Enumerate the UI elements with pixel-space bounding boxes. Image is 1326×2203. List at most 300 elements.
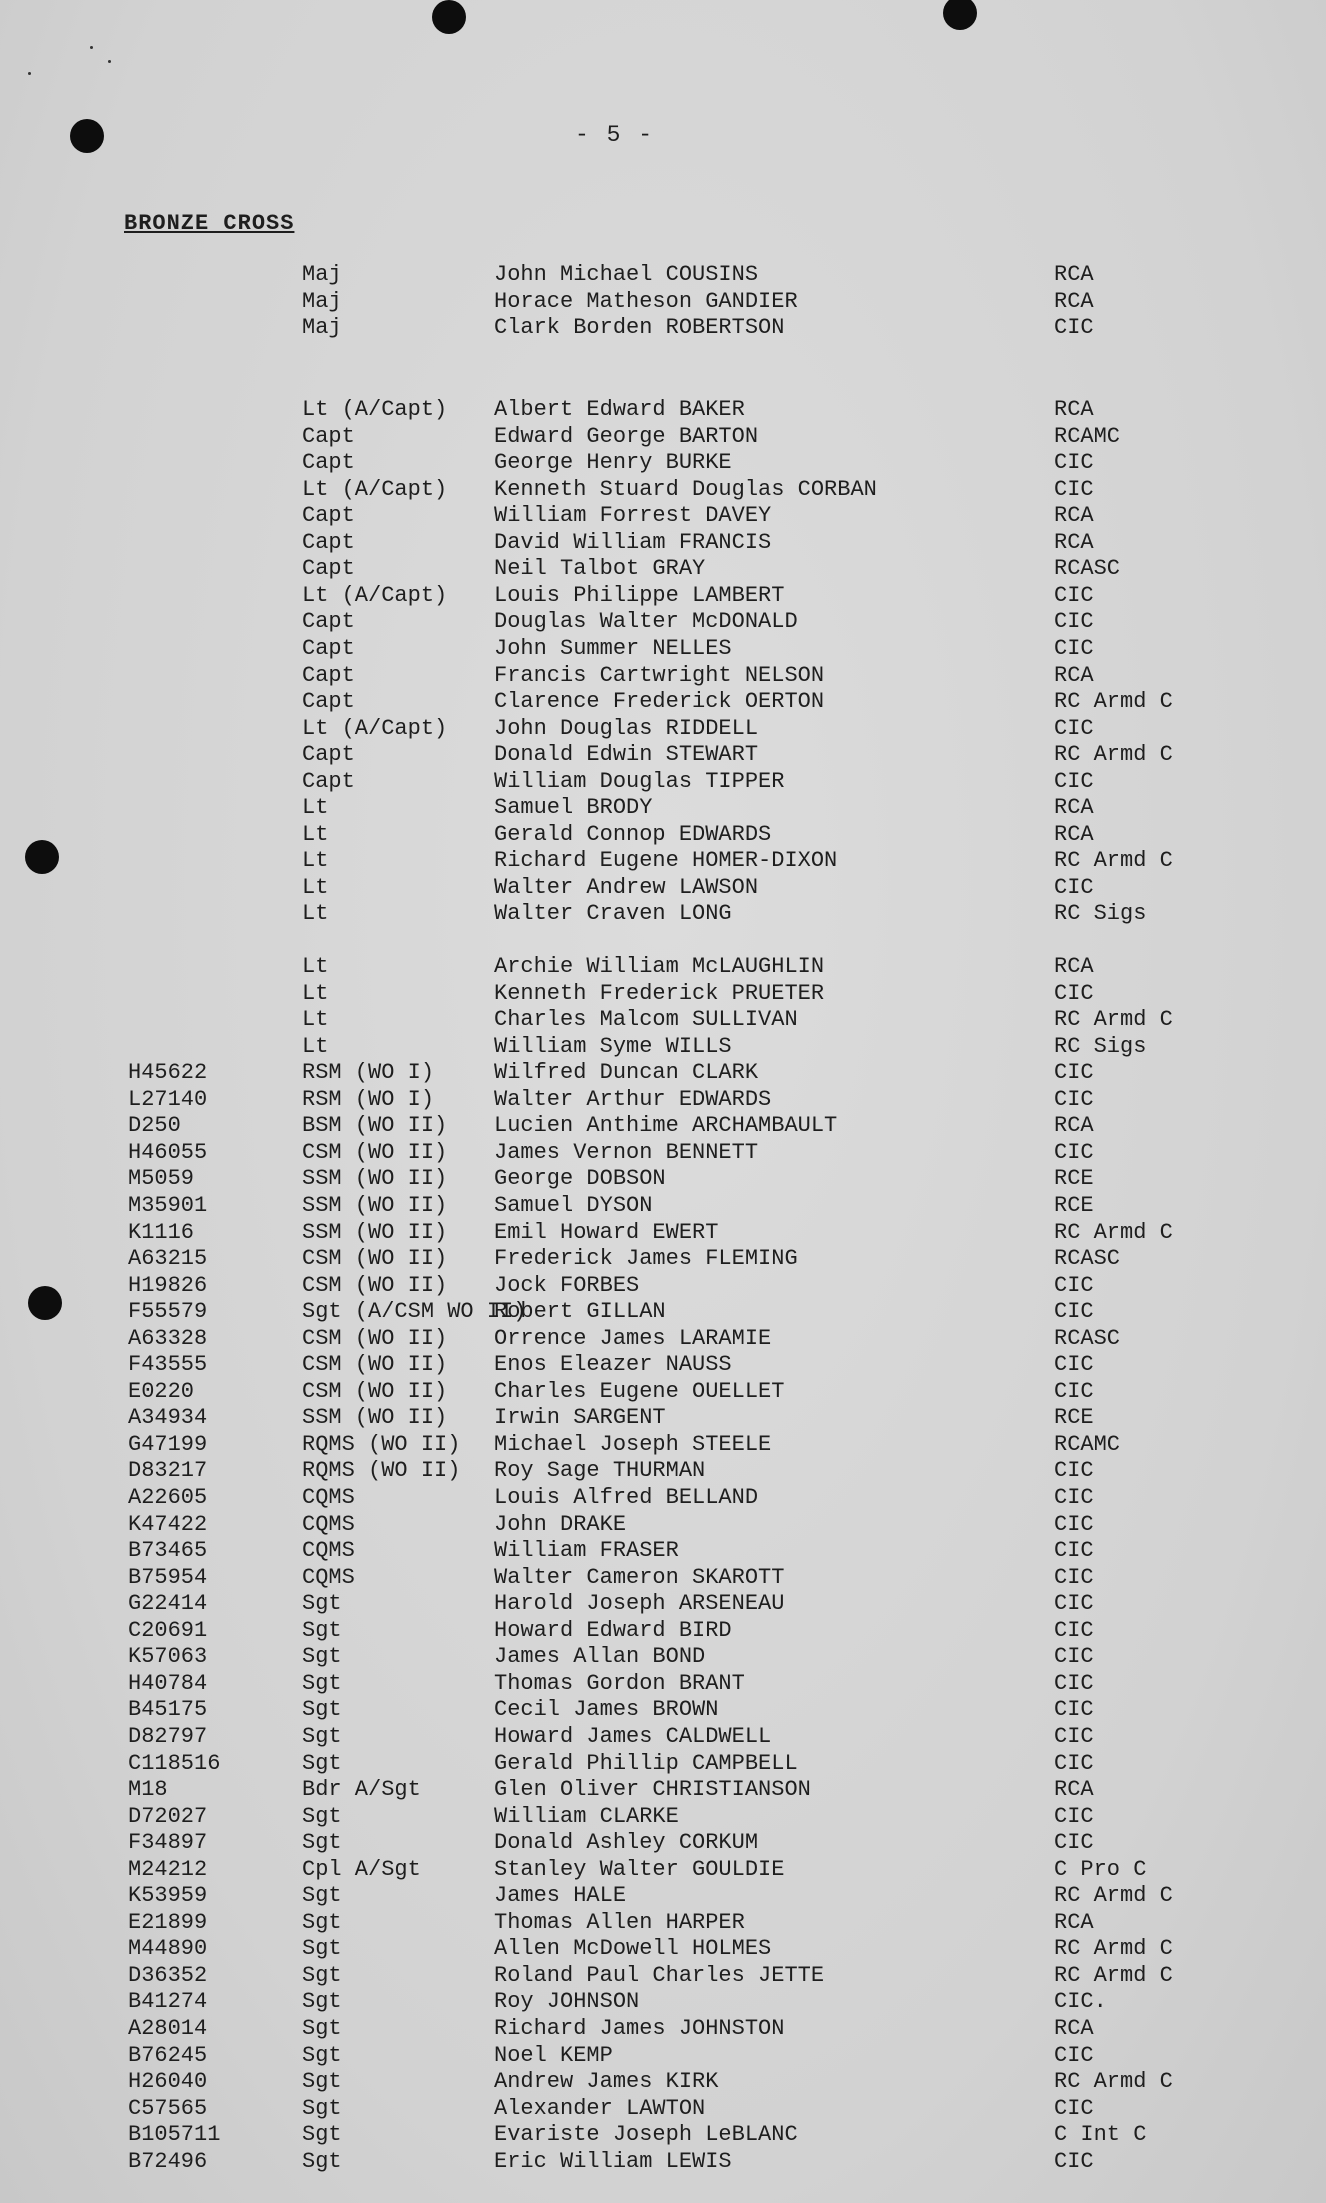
service-number: H45622 xyxy=(128,1060,208,1086)
recipient-name: Clarence Frederick OERTON xyxy=(494,689,825,715)
recipient-name: Samuel DYSON xyxy=(494,1192,653,1218)
service-number: D82797 xyxy=(128,1723,208,1749)
rank: Sgt xyxy=(302,2122,342,2148)
recipient-name: Walter Craven LONG xyxy=(494,901,732,927)
award-entry-row xyxy=(0,1193,1326,1219)
recipient-name: James Vernon BENNETT xyxy=(494,1139,759,1165)
unit: CIC xyxy=(1054,1458,1094,1484)
recipient-name: John Michael COUSINS xyxy=(494,262,759,287)
service-number: A22605 xyxy=(128,1485,208,1510)
award-entry-row xyxy=(0,1352,1326,1378)
recipient-name: Michael Joseph STEELE xyxy=(494,1431,772,1457)
rank: CSM (WO II) xyxy=(302,1378,448,1404)
award-entry-row xyxy=(0,583,1326,609)
recipient-name: Donald Ashley CORKUM xyxy=(494,1830,759,1856)
unit: CIC xyxy=(1054,1538,1094,1564)
service-number: M18 xyxy=(128,1777,168,1803)
rank: Sgt xyxy=(302,1617,342,1643)
service-number: D83217 xyxy=(128,1458,208,1484)
recipient-name: James HALE xyxy=(494,1883,627,1909)
rank: Capt xyxy=(302,503,355,529)
unit: CIC xyxy=(1054,450,1094,476)
unit: RC Armd C xyxy=(1054,1883,1173,1909)
rank: RSM (WO I) xyxy=(302,1060,435,1086)
rank: Sgt xyxy=(302,1750,342,1776)
rank: Maj xyxy=(302,262,342,287)
award-entry-row xyxy=(0,1724,1326,1750)
award-entry-row xyxy=(0,1671,1326,1697)
unit: CIC xyxy=(1054,1352,1094,1378)
rank: Sgt xyxy=(302,1962,342,1988)
unit: RC Armd C xyxy=(1054,689,1173,715)
rank: Lt (A/Capt) xyxy=(302,582,448,608)
award-entry-row xyxy=(0,1804,1326,1830)
service-number: H40784 xyxy=(128,1670,208,1696)
award-entry-row xyxy=(0,1618,1326,1644)
page-number: - 5 - xyxy=(575,122,655,148)
unit: CIC xyxy=(1054,2095,1094,2121)
rank: Capt xyxy=(302,742,355,768)
award-entry-row xyxy=(0,1432,1326,1458)
recipient-name: Stanley Walter GOULDIE xyxy=(494,1856,785,1882)
service-number: M24212 xyxy=(128,1856,208,1882)
rank: RQMS (WO II) xyxy=(302,1431,461,1457)
unit: CIC xyxy=(1054,1139,1094,1165)
recipient-name: Louis Alfred BELLAND xyxy=(494,1485,759,1510)
paper-speck xyxy=(28,72,31,75)
recipient-name: Richard James JOHNSTON xyxy=(494,2016,785,2041)
rank: Sgt xyxy=(302,1883,342,1909)
rank: Lt xyxy=(302,874,329,900)
recipient-name: Kenneth Frederick PRUETER xyxy=(494,980,825,1006)
rank: Maj xyxy=(302,315,342,341)
rank: Capt xyxy=(302,768,355,794)
rank: Capt xyxy=(302,635,355,661)
award-entry-row xyxy=(0,2149,1326,2175)
unit: CIC xyxy=(1054,1272,1094,1298)
rank: Sgt xyxy=(302,2042,342,2068)
unit: CIC. xyxy=(1054,1989,1107,2015)
recipient-name: Evariste Joseph LeBLANC xyxy=(494,2122,798,2148)
recipient-name: William Douglas TIPPER xyxy=(494,768,785,794)
award-entry-row xyxy=(0,1883,1326,1909)
unit: CIC xyxy=(1054,1723,1094,1749)
service-number: G22414 xyxy=(128,1591,208,1617)
service-number: F43555 xyxy=(128,1352,208,1378)
award-entry-row xyxy=(0,769,1326,795)
award-entry-row xyxy=(0,1591,1326,1617)
rank: BSM (WO II) xyxy=(302,1113,448,1139)
service-number: C118516 xyxy=(128,1750,221,1776)
unit: CIC xyxy=(1054,609,1094,635)
unit: CIC xyxy=(1054,1617,1094,1643)
award-entry-row xyxy=(0,1512,1326,1538)
rank: Lt xyxy=(302,821,329,847)
rank: CSM (WO II) xyxy=(302,1352,448,1378)
unit: RCASC xyxy=(1054,556,1121,582)
service-number: A28014 xyxy=(128,2016,208,2041)
recipient-name: Allen McDowell HOLMES xyxy=(494,1936,772,1962)
recipient-name: Kenneth Stuard Douglas CORBAN xyxy=(494,476,877,502)
service-number: K1116 xyxy=(128,1219,195,1245)
service-number: G47199 xyxy=(128,1431,208,1457)
recipient-name: Eric William LEWIS xyxy=(494,2148,732,2174)
recipient-name: George DOBSON xyxy=(494,1166,666,1192)
award-entry-row xyxy=(0,2016,1326,2042)
recipient-name: Roy Sage THURMAN xyxy=(494,1458,706,1484)
rank: CQMS xyxy=(302,1538,355,1564)
unit: RCA xyxy=(1054,662,1094,688)
unit: CIC xyxy=(1054,1803,1094,1829)
unit: CIC xyxy=(1054,1830,1094,1856)
unit: RCA xyxy=(1054,821,1094,847)
rank: Sgt xyxy=(302,2148,342,2174)
unit: RCA xyxy=(1054,1777,1094,1803)
recipient-name: Emil Howard EWERT xyxy=(494,1219,719,1245)
award-entry-row xyxy=(0,1458,1326,1484)
award-entry-row xyxy=(0,1166,1326,1192)
unit: CIC xyxy=(1054,1086,1094,1112)
rank: Sgt xyxy=(302,1936,342,1962)
award-entry-row xyxy=(0,609,1326,635)
recipient-name: William FRASER xyxy=(494,1538,679,1564)
award-entry-row xyxy=(0,477,1326,503)
section-heading: BRONZE CROSS xyxy=(124,211,295,236)
rank: Sgt xyxy=(302,2095,342,2121)
service-number: A34934 xyxy=(128,1405,208,1431)
rank: Maj xyxy=(302,288,342,314)
rank: Sgt xyxy=(302,1989,342,2015)
recipient-name: Louis Philippe LAMBERT xyxy=(494,582,785,608)
paper-speck xyxy=(108,60,111,63)
unit: CIC xyxy=(1054,1485,1094,1510)
unit: CIC xyxy=(1054,1378,1094,1404)
rank: Sgt xyxy=(302,2016,342,2041)
unit: RCA xyxy=(1054,1113,1094,1139)
recipient-name: Thomas Allen HARPER xyxy=(494,1909,745,1935)
award-entry-row xyxy=(0,1007,1326,1033)
unit: C Pro C xyxy=(1054,1856,1147,1882)
unit: RCASC xyxy=(1054,1246,1121,1272)
rank: Sgt xyxy=(302,1697,342,1723)
service-number: D36352 xyxy=(128,1962,208,1988)
recipient-name: James Allan BOND xyxy=(494,1644,706,1670)
recipient-name: George Henry BURKE xyxy=(494,450,732,476)
unit: CIC xyxy=(1054,1644,1094,1670)
award-entry-row xyxy=(0,1936,1326,1962)
recipient-name: Thomas Gordon BRANT xyxy=(494,1670,745,1696)
unit: RCA xyxy=(1054,1909,1094,1935)
rank: Sgt (A/CSM WO II) xyxy=(302,1299,527,1325)
service-number: B105711 xyxy=(128,2122,221,2148)
recipient-name: Edward George BARTON xyxy=(494,423,759,449)
recipient-name: Alexander LAWTON xyxy=(494,2095,706,2121)
service-number: L27140 xyxy=(128,1086,208,1112)
rank: Lt xyxy=(302,848,329,874)
rank: Capt xyxy=(302,529,355,555)
award-entry-row xyxy=(0,2096,1326,2122)
rank: Sgt xyxy=(302,1909,342,1935)
recipient-name: Donald Edwin STEWART xyxy=(494,742,759,768)
award-entry-row xyxy=(0,2043,1326,2069)
service-number: D72027 xyxy=(128,1803,208,1829)
rank: Capt xyxy=(302,556,355,582)
recipient-name: Glen Oliver CHRISTIANSON xyxy=(494,1777,811,1803)
rank: Sgt xyxy=(302,1803,342,1829)
unit: RCAMC xyxy=(1054,1431,1121,1457)
rank: Lt xyxy=(302,980,329,1006)
recipient-name: Charles Eugene OUELLET xyxy=(494,1378,785,1404)
unit: RCA xyxy=(1054,529,1094,555)
unit: RC Sigs xyxy=(1054,901,1147,927)
award-entry-row xyxy=(0,1113,1326,1139)
recipient-name: Noel KEMP xyxy=(494,2042,613,2068)
award-entry-row xyxy=(0,1644,1326,1670)
paper-speck xyxy=(90,46,93,49)
recipient-name: Orrence James LARAMIE xyxy=(494,1325,772,1351)
recipient-name: Gerald Connop EDWARDS xyxy=(494,821,772,847)
service-number: H26040 xyxy=(128,2069,208,2095)
award-entry-row xyxy=(0,1751,1326,1777)
rank: Sgt xyxy=(302,1723,342,1749)
award-entry-row xyxy=(0,981,1326,1007)
service-number: B41274 xyxy=(128,1989,208,2015)
unit: CIC xyxy=(1054,1564,1094,1590)
rank: Sgt xyxy=(302,1644,342,1670)
recipient-name: David William FRANCIS xyxy=(494,529,772,555)
award-entry-row xyxy=(0,397,1326,423)
award-entry-row xyxy=(0,1485,1326,1511)
rank: CSM (WO II) xyxy=(302,1272,448,1298)
unit: CIC xyxy=(1054,1670,1094,1696)
rank: CQMS xyxy=(302,1511,355,1537)
punch-hole xyxy=(70,119,104,153)
rank: Lt (A/Capt) xyxy=(302,397,448,422)
unit: CIC xyxy=(1054,315,1094,341)
rank: Capt xyxy=(302,450,355,476)
recipient-name: Neil Talbot GRAY xyxy=(494,556,706,582)
unit: CIC xyxy=(1054,1511,1094,1537)
recipient-name: Enos Eleazer NAUSS xyxy=(494,1352,732,1378)
award-entry-row xyxy=(0,1220,1326,1246)
award-entry-row xyxy=(0,742,1326,768)
recipient-name: Andrew James KIRK xyxy=(494,2069,719,2095)
rank: CQMS xyxy=(302,1485,355,1510)
award-entry-row xyxy=(0,1910,1326,1936)
award-entry-row xyxy=(0,1246,1326,1272)
rank: Lt xyxy=(302,1007,329,1033)
recipient-name: Richard Eugene HOMER-DIXON xyxy=(494,848,838,874)
recipient-name: Archie William McLAUGHLIN xyxy=(494,954,825,979)
service-number: M44890 xyxy=(128,1936,208,1962)
recipient-name: John Douglas RIDDELL xyxy=(494,715,759,741)
award-entry-row xyxy=(0,716,1326,742)
award-entry-row xyxy=(0,556,1326,582)
award-entry-row xyxy=(0,424,1326,450)
recipient-name: William Forrest DAVEY xyxy=(494,503,772,529)
award-entry-row xyxy=(0,636,1326,662)
recipient-name: Harold Joseph ARSENEAU xyxy=(494,1591,785,1617)
award-entry-row xyxy=(0,1060,1326,1086)
rank: Capt xyxy=(302,423,355,449)
service-number: E0220 xyxy=(128,1378,195,1404)
service-number: F34897 xyxy=(128,1830,208,1856)
unit: CIC xyxy=(1054,2042,1094,2068)
unit: RC Armd C xyxy=(1054,742,1173,768)
service-number: M5059 xyxy=(128,1166,195,1192)
unit: RC Sigs xyxy=(1054,1033,1147,1059)
award-entry-row xyxy=(0,1697,1326,1723)
award-entry-row xyxy=(0,1538,1326,1564)
recipient-name: Frederick James FLEMING xyxy=(494,1246,798,1272)
award-entry-row xyxy=(0,795,1326,821)
unit: RCA xyxy=(1054,795,1094,821)
recipient-name: Francis Cartwright NELSON xyxy=(494,662,825,688)
recipient-name: Wilfred Duncan CLARK xyxy=(494,1060,759,1086)
service-number: M35901 xyxy=(128,1192,208,1218)
award-entry-row xyxy=(0,689,1326,715)
rank: Lt (A/Capt) xyxy=(302,715,448,741)
unit: RCA xyxy=(1054,262,1094,287)
rank: Lt xyxy=(302,795,329,821)
unit: CIC xyxy=(1054,1750,1094,1776)
service-number: B72496 xyxy=(128,2148,208,2174)
rank: Capt xyxy=(302,662,355,688)
unit: CIC xyxy=(1054,1697,1094,1723)
recipient-name: William CLARKE xyxy=(494,1803,679,1829)
unit: RC Armd C xyxy=(1054,1936,1173,1962)
rank: CSM (WO II) xyxy=(302,1246,448,1272)
award-entry-row xyxy=(0,2122,1326,2148)
unit: RCE xyxy=(1054,1192,1094,1218)
recipient-name: William Syme WILLS xyxy=(494,1033,732,1059)
award-entry-row xyxy=(0,530,1326,556)
award-entry-row xyxy=(0,875,1326,901)
service-number: K57063 xyxy=(128,1644,208,1670)
recipient-name: Douglas Walter McDONALD xyxy=(494,609,798,635)
unit: CIC xyxy=(1054,1060,1094,1086)
punch-hole xyxy=(943,0,977,30)
unit: CIC xyxy=(1054,476,1094,502)
rank: Sgt xyxy=(302,1670,342,1696)
award-entry-row xyxy=(0,848,1326,874)
rank: Sgt xyxy=(302,1591,342,1617)
unit: RCAMC xyxy=(1054,423,1121,449)
unit: RCA xyxy=(1054,397,1094,422)
award-entry-row xyxy=(0,1963,1326,1989)
unit: RCA xyxy=(1054,954,1094,979)
recipient-name: Horace Matheson GANDIER xyxy=(494,288,798,314)
rank: SSM (WO II) xyxy=(302,1405,448,1431)
punch-hole xyxy=(432,0,466,34)
rank: RQMS (WO II) xyxy=(302,1458,461,1484)
rank: Lt xyxy=(302,901,329,927)
award-entry-row xyxy=(0,1989,1326,2015)
service-number: H46055 xyxy=(128,1139,208,1165)
unit: C Int C xyxy=(1054,2122,1147,2148)
rank: CQMS xyxy=(302,1564,355,1590)
unit: CIC xyxy=(1054,635,1094,661)
service-number: B45175 xyxy=(128,1697,208,1723)
service-number: H19826 xyxy=(128,1272,208,1298)
unit: RC Armd C xyxy=(1054,2069,1173,2095)
award-entry-row xyxy=(0,1405,1326,1431)
unit: RC Armd C xyxy=(1054,1962,1173,1988)
service-number: B75954 xyxy=(128,1564,208,1590)
rank: SSM (WO II) xyxy=(302,1166,448,1192)
rank: Sgt xyxy=(302,2069,342,2095)
award-entry-row xyxy=(0,1830,1326,1856)
unit: RC Armd C xyxy=(1054,848,1173,874)
unit: RCA xyxy=(1054,2016,1094,2041)
unit: RCA xyxy=(1054,288,1094,314)
award-entry-row xyxy=(0,1565,1326,1591)
service-number: K53959 xyxy=(128,1883,208,1909)
recipient-name: Roland Paul Charles JETTE xyxy=(494,1962,825,1988)
recipient-name: Walter Cameron SKAROTT xyxy=(494,1564,785,1590)
rank: SSM (WO II) xyxy=(302,1219,448,1245)
unit: CIC xyxy=(1054,2148,1094,2174)
service-number: B76245 xyxy=(128,2042,208,2068)
service-number: E21899 xyxy=(128,1909,208,1935)
service-number: C20691 xyxy=(128,1617,208,1643)
unit: RCE xyxy=(1054,1166,1094,1192)
award-entry-row xyxy=(0,1140,1326,1166)
recipient-name: Samuel BRODY xyxy=(494,795,653,821)
award-entry-row xyxy=(0,1857,1326,1883)
unit: CIC xyxy=(1054,1299,1094,1325)
award-entry-row xyxy=(0,1034,1326,1060)
award-entry-row xyxy=(0,901,1326,927)
award-entry-row xyxy=(0,663,1326,689)
unit: RCASC xyxy=(1054,1325,1121,1351)
recipient-name: Cecil James BROWN xyxy=(494,1697,719,1723)
unit: RC Armd C xyxy=(1054,1219,1173,1245)
service-number: K47422 xyxy=(128,1511,208,1537)
rank: Lt (A/Capt) xyxy=(302,476,448,502)
recipient-name: Walter Arthur EDWARDS xyxy=(494,1086,772,1112)
recipient-name: John Summer NELLES xyxy=(494,635,732,661)
rank: Bdr A/Sgt xyxy=(302,1777,421,1803)
unit: CIC xyxy=(1054,582,1094,608)
rank: RSM (WO I) xyxy=(302,1086,435,1112)
service-number: B73465 xyxy=(128,1538,208,1564)
rank: Capt xyxy=(302,689,355,715)
unit: RCA xyxy=(1054,503,1094,529)
service-number: A63215 xyxy=(128,1246,208,1272)
recipient-name: Irwin SARGENT xyxy=(494,1405,666,1431)
service-number: A63328 xyxy=(128,1325,208,1351)
award-entry-row xyxy=(0,503,1326,529)
service-number: D250 xyxy=(128,1113,181,1139)
award-entry-row xyxy=(0,1777,1326,1803)
unit: CIC xyxy=(1054,715,1094,741)
award-entry-row xyxy=(0,822,1326,848)
recipient-name: Howard Edward BIRD xyxy=(494,1617,732,1643)
rank: SSM (WO II) xyxy=(302,1192,448,1218)
unit: CIC xyxy=(1054,980,1094,1006)
recipient-name: Jock FORBES xyxy=(494,1272,640,1298)
award-entry-row xyxy=(0,1326,1326,1352)
award-entry-row xyxy=(0,450,1326,476)
unit: RCE xyxy=(1054,1405,1094,1431)
unit: CIC xyxy=(1054,768,1094,794)
unit: CIC xyxy=(1054,874,1094,900)
rank: Sgt xyxy=(302,1830,342,1856)
service-number: C57565 xyxy=(128,2095,208,2121)
rank: Cpl A/Sgt xyxy=(302,1856,421,1882)
recipient-name: Roy JOHNSON xyxy=(494,1989,640,2015)
